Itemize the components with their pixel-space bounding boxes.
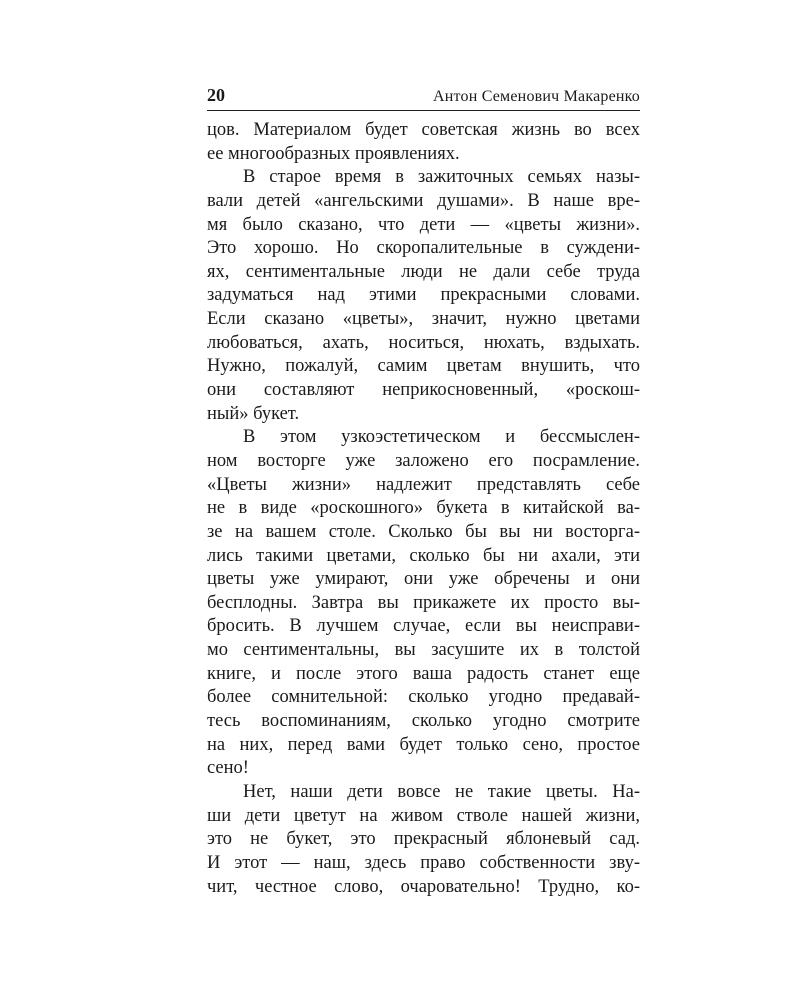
text-line: Нет, наши дети вовсе не такие цветы. На- (243, 781, 640, 802)
text-line: Это хорошо. Но скоропалительные в суждени- (207, 238, 640, 259)
text-line: ее многообразных проявлениях. (207, 143, 460, 164)
text-line: сено! (207, 758, 249, 779)
text-line: книге, и после этого ваша радость станет еще (207, 663, 640, 684)
text-line: В этом узкоэстетическом и бессмыслен- (243, 427, 640, 448)
text-line: ном восторге уже заложено его посрамление. (207, 450, 640, 471)
text-line: более сомнительной: сколько угодно предавай- (207, 687, 640, 708)
text-line: лись такими цветами, сколько бы ни ахали, эти (207, 545, 640, 566)
text-line: это не букет, это прекрасный яблоневый сад. (207, 829, 640, 850)
text-line: любоваться, ахать, носиться, нюхать, вздыхать. (207, 332, 640, 353)
page-number: 20 (207, 85, 225, 105)
text-line: они составляют неприкосновенный, «роскош- (207, 380, 640, 401)
text-line: В старое время в зажиточных семьях назы- (243, 167, 640, 188)
text-line: цветы уже умирают, они уже обречены и они (207, 569, 640, 590)
text-line: Если сказано «цветы», значит, нужно цветами (207, 309, 640, 330)
text-line: бесплодны. Завтра вы прикажете их просто вы- (207, 592, 640, 613)
text-line: не в виде «роскошного» букета в китайской ва- (207, 498, 640, 519)
book-page (207, 84, 640, 899)
text-line: вали детей «ангельскими душами». В наше вре- (207, 190, 640, 211)
text-line: зе на вашем столе. Сколько бы вы ни восторга- (207, 521, 640, 542)
text-line: задуматься над этими прекрасными словами. (207, 285, 640, 306)
text-line: бросить. В лучшем случае, если вы неисправи- (207, 616, 640, 637)
text-line: И этот — наш, здесь право собственности зву- (207, 852, 640, 873)
text-line: мя было сказано, что дети — «цветы жизни». (207, 214, 640, 235)
running-header (207, 84, 640, 111)
text-line: ши дети цветут на живом стволе нашей жизни, (207, 805, 640, 826)
running-header-author: Антон Семенович Макаренко (433, 88, 640, 105)
text-line: цов. Материалом будет советская жизнь во всех (207, 120, 640, 140)
text-line: мо сентиментальны, вы засушите их в толстой (207, 640, 640, 661)
text-line: ный» букет. (207, 403, 300, 424)
text-line: «Цветы жизни» надлежит представлять себе (207, 474, 640, 495)
text-line: чит, честное слово, очаровательно! Трудно, ко- (207, 876, 640, 897)
text-line: ях, сентиментальные люди не дали себе труда (207, 261, 640, 282)
body-text (207, 119, 640, 899)
text-line: Нужно, пожалуй, самим цветам внушить, что (207, 356, 640, 377)
text-line: тесь воспоминаниям, сколько угодно смотрите (207, 711, 640, 732)
text-line: на них, перед вами будет только сено, простое (207, 734, 640, 755)
